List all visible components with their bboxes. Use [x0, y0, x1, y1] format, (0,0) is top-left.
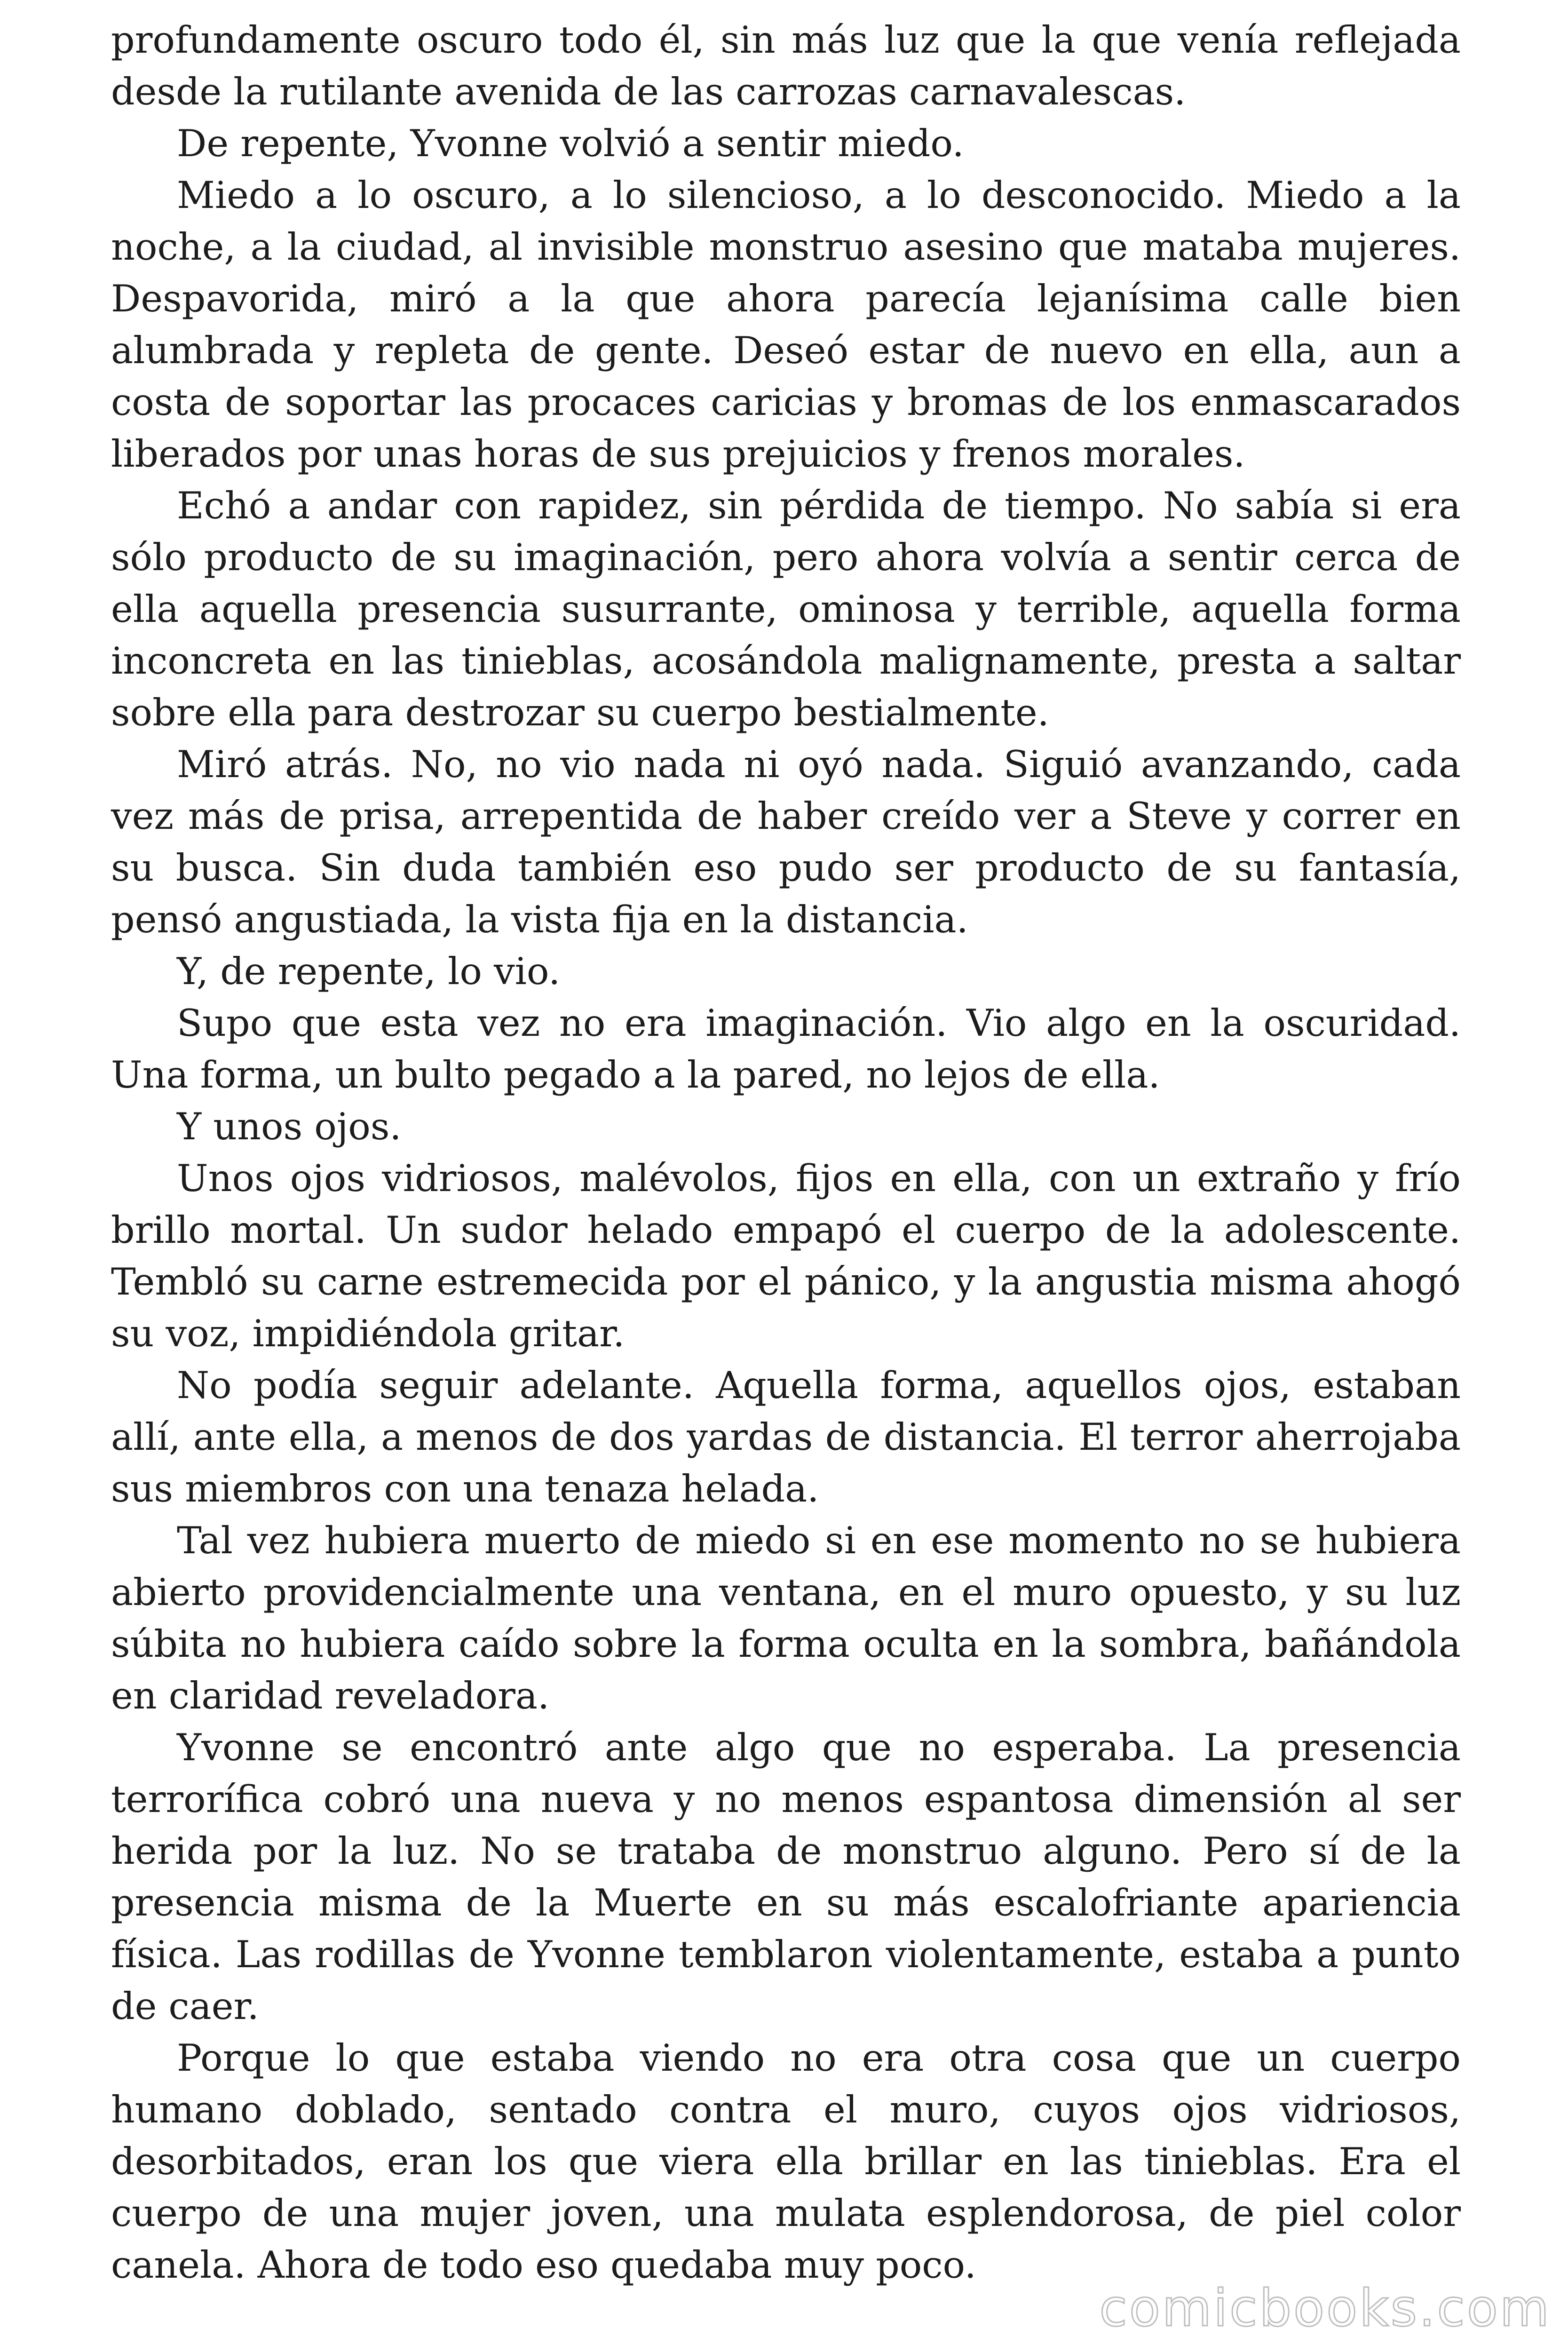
paragraph: No podía seguir adelante. Aquella forma, aquellos ojos, estaban allí, ante ella, a menos de dos yardas de distancia. El terror aherrojaba sus miembros con una tenaza helada. — [111, 1364, 1461, 1510]
paragraph: Unos ojos vidriosos, malévolos, fijos en ella, con un extraño y frío brillo mortal. Un sudor helado empapó el cuerpo de la adolescente. Tembló su carne estremecida por el pánico, y la angustia misma ahogó su voz, impidiéndola gritar. — [111, 1157, 1461, 1355]
paragraph: De repente, Yvonne volvió a sentir miedo. — [177, 122, 964, 165]
watermark: comicbooks.com — [1099, 2279, 1551, 2338]
paragraph: Tal vez hubiera muerto de miedo si en ese momento no se hubiera abierto providencialmente una ventana, en el muro opuesto, y su luz súbita no hubiera caído sobre la forma oculta en la sombra, bañándola en claridad reveladora. — [111, 1519, 1461, 1717]
paragraph: Echó a andar con rapidez, sin pérdida de tiempo. No sabía si era sólo producto de su imaginación, pero ahora volvía a sentir cerca de ella aquella presencia susurrante, ominosa y terrible, aquella forma inconcreta en las tinieblas, acosándola malignamente, presta a saltar sobre ella para destrozar su cuerpo bestialmente. — [111, 484, 1461, 734]
paragraph: Porque lo que estaba viendo no era otra cosa que un cuerpo humano doblado, sentado contra el muro, cuyos ojos vidriosos, desorbitados, eran los que viera ella brillar en las tinieblas. Era el cuerpo de una mujer joven, una mulata esplendorosa, de piel color canela. Ahora de todo eso quedaba muy poco. — [111, 2036, 1461, 2287]
paragraph: Y, de repente, lo vio. — [177, 950, 561, 993]
paragraph: Supo que esta vez no era imaginación. Vio algo en la oscuridad. Una forma, un bulto pegado a la pared, no lejos de ella. — [111, 1001, 1461, 1097]
paragraph: Miró atrás. No, no vio nada ni oyó nada. Siguió avanzando, cada vez más de prisa, arrepentida de haber creído ver a Steve y correr en su busca. Sin duda también eso pudo ser producto de su fantasía, pensó angustiada, la vista fija en la distancia. — [111, 743, 1461, 941]
paragraph: profundamente oscuro todo él, sin más luz que la que venía reflejada desde la rutilante avenida de las carrozas carnavalescas. — [111, 18, 1461, 113]
paragraph: Y unos ojos. — [177, 1105, 402, 1148]
paragraph: Miedo a lo oscuro, a lo silencioso, a lo desconocido. Miedo a la noche, a la ciudad, al invisible monstruo asesino que mataba mujeres. Despavorida, miró a la que ahora parecía lejanísima calle bien alumbrada y repleta de gente. Deseó estar de nuevo en ella, aun a costa de soportar las procaces caricias y bromas de los enmascarados liberados por unas horas de sus prejuicios y frenos morales. — [111, 174, 1461, 476]
paragraph: Yvonne se encontró ante algo que no esperaba. La presencia terrorífica cobró una nueva y no menos espantosa dimensión al ser herida por la luz. No se trataba de monstruo alguno. Pero sí de la presencia misma de la Muerte en su más escalofriante apariencia física. Las rodillas de Yvonne temblaron violentamente, estaba a punto de caer. — [111, 1726, 1461, 2028]
page-text — [111, 14, 1461, 2291]
